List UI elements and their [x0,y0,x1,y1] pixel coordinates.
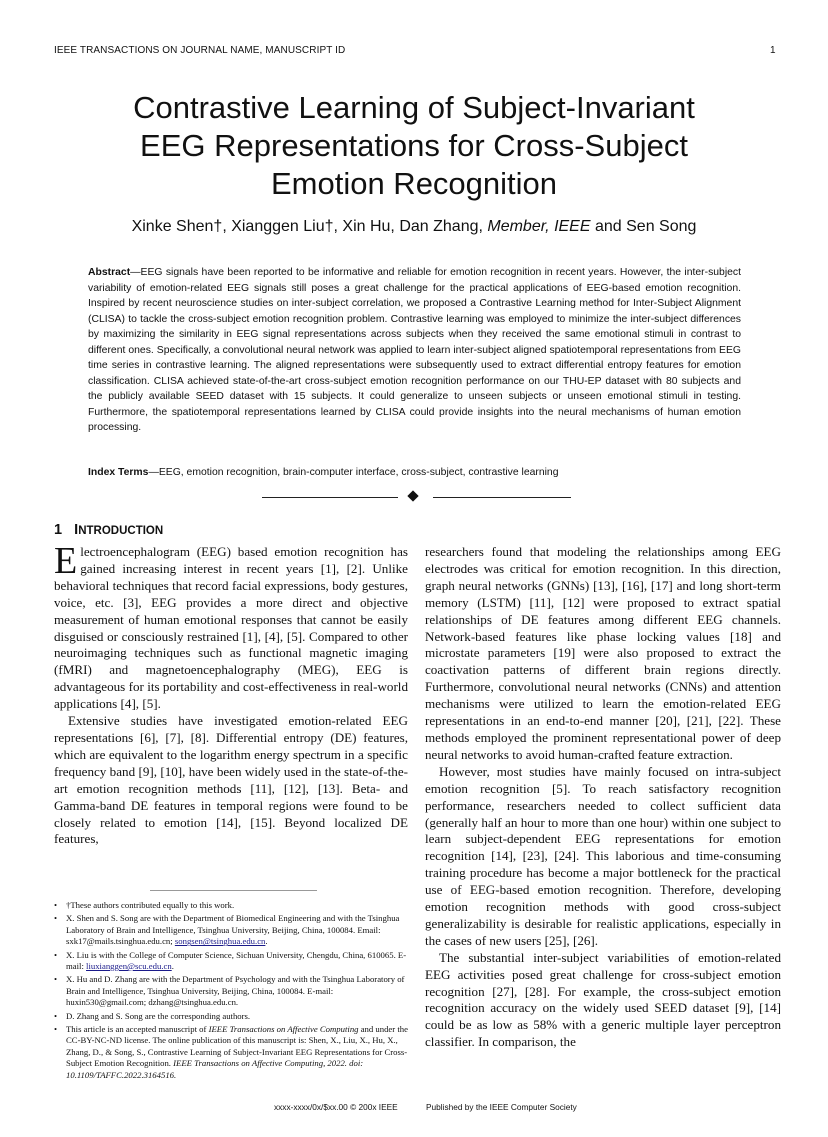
footnote-corresponding-authors: • D. Zhang and S. Song are the corresponding authors. [54,1010,251,1021]
footnote-bullet: • [54,949,58,960]
footer-copyright: xxxx-xxxx/0x/$xx.00 © 200x IEEE [274,1102,398,1112]
paper-title [54,89,774,203]
footnote-bullet: • [54,913,58,924]
body-column-left [54,544,408,866]
page-number: 1 [770,45,776,56]
authors-ieee: IEEE [554,218,591,235]
title-line-2: EEG Representations for Cross-Subject [140,128,688,163]
footer-publisher: Published by the IEEE Computer Society [426,1102,577,1112]
authors-member: Member [487,218,546,235]
section-title-rest: NTRODUCTION [78,525,164,537]
footnote-affiliation-liu: • X. Liu is with the College of Computer Science, Sichuan University, Chengdu, China, 610065. E-mail: liuxianggen@scu.edu.cn. [54,949,407,972]
abstract-dash: — [130,267,141,278]
email-link-liuxianggen[interactable]: liuxianggen@scu.edu.cn [86,961,172,972]
index-terms [88,465,741,480]
section-number: 1 [54,522,63,538]
footnote-bullet: • [54,1024,58,1035]
abstract-text: EEG signals have been reported to be informative and reliable for emotion recognition in recent years. However, the inter-subject variability of emotion-related EEG signals still poses a great challenge for the practical applications of EEG-based emotion recognition. Inspired by recent neuroscience studies on inter-subject correlation, we proposed a Contrastive Learning method for Inter-Subject Alignment (CLISA) to tackle the cross-subject emotion recognition problem. Contrastive learning was employed to minimize the inter-subject differences by maximizing the similarity in EEG signal representations across subjects when they received the same emotional stimuli in contrast to different ones. Specifically, a convolutional neural network was applied to learn inter-subject aligned spatiotemporal representations from EEG time series in contrastive learning. The aligned representations were subsequently used to extract differential entropy features for emotion classification. CLISA achieved state-of-the-art cross-subject emotion recognition performance on our THU-EP dataset with 80 subjects and the publicly available SEED dataset with 15 subjects. It could generalize to unseen subjects or unseen emotional stimuli in testing. Furthermore, the spatiotemporal representations learned by CLISA could provide insights into the neural mechanisms of human emotion processing. [88,267,741,433]
dropcap-letter: E [54,544,78,582]
email-link-songsen[interactable]: songsen@tsinghua.edu.cn [174,936,266,947]
index-terms-text: EEG, emotion recognition, brain-computer interface, cross-subject, contrastive learning [158,467,559,478]
index-terms-label: Index Terms [88,467,149,478]
section-title-initial: I [74,522,79,538]
footnote-rule [150,890,317,891]
author-list [54,218,774,236]
footnote-affiliation-hu-zhang: • X. Hu and D. Zhang are with the Department of Psychology and with the Tsinghua Laboratory of Brain and Intelligence, Tsinghua University, Beijing, China, 100084. E-mail: huxin530@gmail.com; dzhang@tsinghua.edu.cn. [54,974,405,1008]
authors-comma: , [545,218,555,235]
running-header: IEEE TRANSACTIONS ON JOURNAL NAME, MANUSCRIPT ID [54,45,346,56]
intro-paragraph-5: The substantial inter-subject variabilities of emotion-related EEG activities posed great challenge for cross-subject emotion recognition [27], [28]. For example, the cross-subject emotion recognition accuracy on the widely used SEED dataset [9], [14] could be as low as 58% with a generic multiple layer perceptron classifier. In comparison, the [425,949,781,1050]
abstract-label: Abstract [88,267,131,278]
authors-part-1: Xinke Shen†, Xianggen Liu†, Xin Hu, Dan Zhang, [131,218,488,235]
intro-paragraph-4: However, most studies have mainly focused on intra-subject emotion recognition [5]. To reach satisfactory recognition performance, researchers needed to collect sufficient data (generally half an hour to more than one hour) within one subject to learn subject-dependent EEG representations for emotion recognition [14], [23], [24]. This laborious and time-consuming training procedure has become a major bottleneck for the practical use of EEG-based emotion recognition. Therefore, developing emotion recognition methods with good cross-subject generalizability is desirable for realistic applications, especially in the cases of new users [25], [26]. [425,763,781,948]
separator-line-left [262,497,398,498]
footnote-equal-contribution: • †These authors contributed equally to this work. [54,900,235,910]
authors-part-2: and Sen Song [590,218,697,235]
intro-paragraph-1-text: lectroencephalogram (EEG) based emotion recognition has gained increasing interest in recent years [1], [2]. Unlike behavioral techniques that record facial expressions, body gestures, voice, etc. [3], EEG provides a more direct and objective measurement of human emotional responses that cannot be easily disguised or consciously restrained [1], [4], [5]. Compared to other neuroimaging techniques such as functional magnetic imaging (fMRI) and magnetoencephalography (MEG), EEG is advantageous for its portability and cost-effectiveness in real-world applications [4], [5]. [54,544,408,712]
index-terms-dash: — [148,467,159,478]
body-column-right [425,544,781,1085]
separator-line-right [433,497,571,498]
footnote-bullet: • [54,900,58,910]
abstract [88,265,741,436]
intro-paragraph-3: researchers found that modeling the relationships among EEG electrodes was critical for emotion recognition. In this direction, graph neural networks (GNNs) [13], [16], [17] and long short-term memory (LSTM) [11], [12] were proposed to extract spatial relationships of DE features among different EEG channels. Network-based features like phase locking values [18] and microstate parameters [19] were also proposed to extract the coactivation patterns of different brain regions directly. Furthermore, convolutional neural networks (CNNs) and attention mechanisms were utilized to learn the emotion-related EEG representations in an end-to-end manner [20], [21], [22]. These methods employed the prominent representational power of deep neural networks to avoid human-crafted feature extraction. [425,544,781,762]
footnote-bullet: • [54,974,58,985]
separator-diamond [407,490,418,501]
intro-paragraph-1 [54,544,408,713]
intro-paragraph-2: Extensive studies have investigated emotion-related EEG representations [6], [7], [8]. Differential entropy (DE) features, which are equivalent to the logarithm energy spectrum in a specific frequency band [9], [10], have been widely used in the state-of-the-art emotion recognition methods [11], [12], [13]. Beta- and Gamma-band DE features in temporal regions were found to be closely related to emotion [14], [15]. Beyond localized DE features, [54,713,408,847]
title-line-1: Contrastive Learning of Subject-Invariant [133,90,695,125]
section-heading-introduction [54,522,163,538]
title-line-3: Emotion Recognition [270,166,558,201]
footnote-bullet: • [54,1010,58,1021]
footnotes [54,900,414,1083]
footnote-affiliation-shen-song: • X. Shen and S. Song are with the Department of Biomedical Engineering and with the Tsinghua Laboratory of Brain and Intelligence, Tsinghua University, Beijing, China, 100084. Email: sxk17@mails.tsinghua.edu.cn; songsen@tsinghua.edu.cn. [54,913,400,947]
footnote-license: • This article is an accepted manuscript of IEEE Transactions on Affective Computing and under the CC-BY-NC-ND license. The online publication of this manuscript is: Shen, X., Liu, X., Hu, X., Zhang, D., & Song, S., Contrastive Learning of Subject-Invariant EEG Representations for Cross-Subject Emotion Recognition. IEEE Transactions on Affective Computing, 2022. doi: 10.1109/TAFFC.2022.3164516. [54,1024,408,1080]
